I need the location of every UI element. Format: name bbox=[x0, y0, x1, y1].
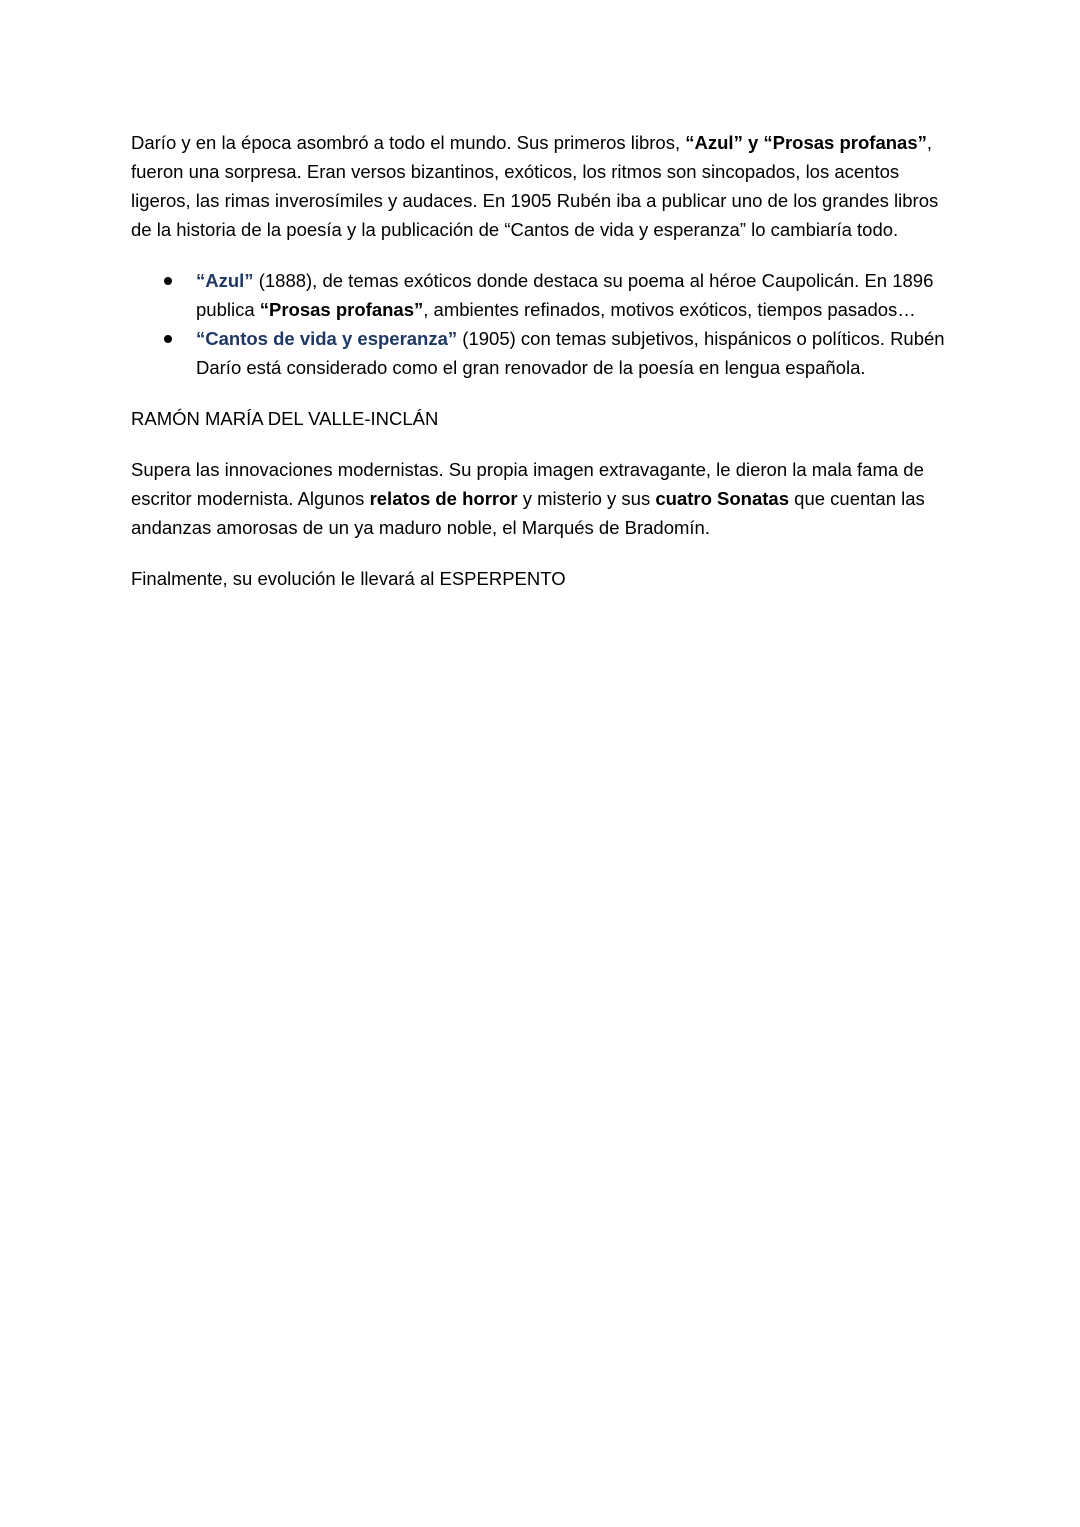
intro-bold-titles: “Azul” y “Prosas profanas” bbox=[685, 132, 927, 153]
azul-text-2: , ambientes refinados, motivos exóticos, tiempos pasados… bbox=[423, 299, 916, 320]
work-title-azul: “Azul” bbox=[196, 270, 254, 291]
intro-text-2: , fueron una sorpresa. Eran versos bizantinos, exóticos, los ritmos son sincopados, los acentos ligeros, las rimas inverosímiles y audaces. En 1905 Rubén iba a publicar uno de los grandes libros de la historia de la poesía y la publicación de “Cantos de vida y esperanza” lo cambiaría todo. bbox=[131, 132, 939, 240]
valle-bold-sonatas: cuatro Sonatas bbox=[655, 488, 790, 509]
paragraph-valle-inclan bbox=[131, 455, 961, 542]
bullet-icon bbox=[164, 335, 172, 343]
valle-text-1: Supera las innovaciones modernistas. Su propia imagen extravagante, le dieron la mala fama de escritor modernista. Algunos bbox=[131, 459, 924, 509]
valle-bold-relatos: relatos de horror bbox=[369, 488, 518, 509]
valle-text-3: que cuentan las andanzas amorosas de un ya maduro noble, el Marqués de Bradomín. bbox=[131, 488, 925, 538]
bullet-icon bbox=[164, 277, 172, 285]
azul-text-1: (1888), de temas exóticos donde destaca su poema al héroe Caupolicán. En 1896 publica bbox=[196, 270, 934, 320]
works-list bbox=[131, 266, 961, 382]
cantos-text-1: (1905) con temas subjetivos, hispánicos o políticos. Rubén Darío está considerado como el gran renovador de la poesía en lengua española. bbox=[196, 328, 945, 378]
section-heading-valle-inclan: RAMÓN MARÍA DEL VALLE-INCLÁN bbox=[131, 408, 439, 429]
paragraph-intro bbox=[131, 128, 961, 244]
list-item-azul bbox=[196, 266, 961, 324]
list-item-cantos bbox=[196, 324, 961, 382]
paragraph-final: Finalmente, su evolución le llevará al ESPERPENTO bbox=[131, 568, 566, 589]
azul-bold-prosas: “Prosas profanas” bbox=[259, 299, 424, 320]
work-title-cantos: “Cantos de vida y esperanza” bbox=[196, 328, 458, 349]
intro-text-1: Darío y en la época asombró a todo el mundo. Sus primeros libros, bbox=[131, 132, 686, 153]
valle-text-2: y misterio y sus bbox=[517, 488, 656, 509]
document-page bbox=[131, 128, 961, 615]
